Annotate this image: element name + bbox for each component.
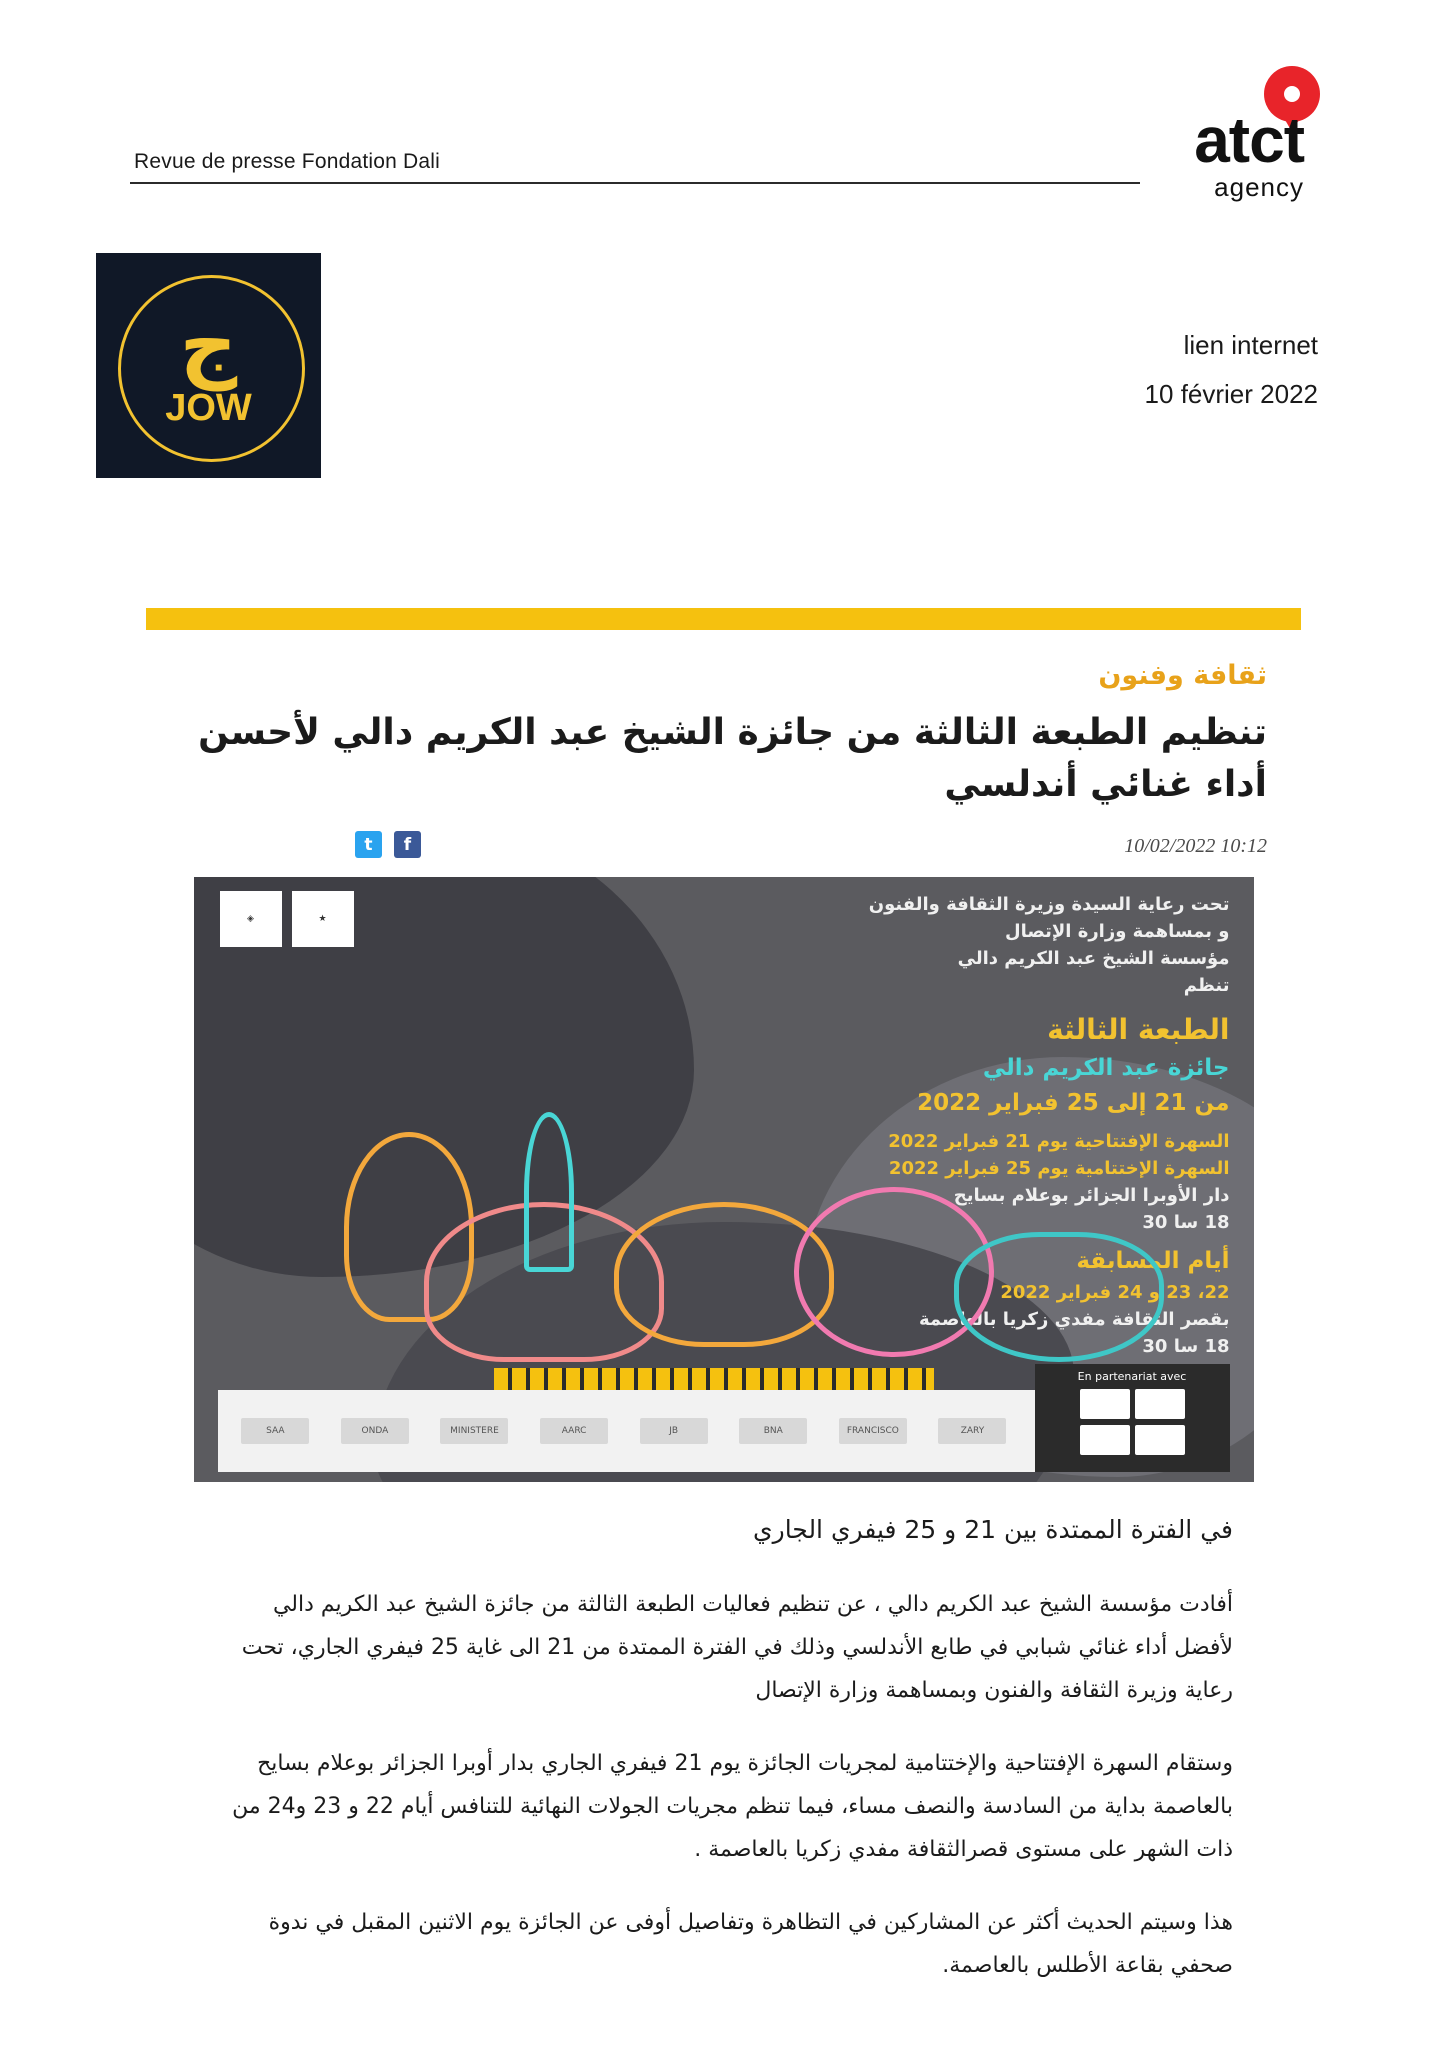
sponsor-logo: ZARY [938,1418,1006,1444]
header-divider [130,182,1140,184]
twitter-icon[interactable]: t [355,831,382,858]
poster-time-1: 18 سا 30 [1142,1212,1230,1234]
internet-link-label[interactable]: lien internet [1183,330,1318,360]
partner-logo [1080,1389,1130,1419]
poster-competition-venue: بقصر الثقافة مفدي زكريا بالعاصمة [918,1308,1230,1330]
article-paragraph: وستقام السهرة الإفتتاحية والإختتامية لمجريات الجائزة يوم 21 فيفري الجاري بدار أوبرا الجزائر بوعلام بسايح بالعاصمة بداية من السادسة والنصف مساء، فيما تنظم مجريات الجولات النهائية للتنافس أيام 22 و 23 و24 من ذات الشهر على مستوى قصرالثقافة مفدي زكريا بالعاصمة . [232,1751,1233,1862]
poster-prize-name: جائزة عبد الكريم دالي [982,1055,1230,1082]
poster-line-1: تحت رعاية السيدة وزيرة الثقافة والفنون [868,894,1230,916]
article-meta [798,330,1318,410]
atct-agency-logo [1120,58,1320,208]
publication-date: 10 février 2022 [1144,379,1318,409]
article-accent-bar [146,608,1301,630]
article-timestamp: 10/02/2022 10:12 [1124,835,1267,858]
sponsor-logo: ONDA [341,1418,409,1444]
sponsor-logo: MINISTERE [440,1418,508,1444]
brand-name: atct [1194,104,1304,176]
article-paragraph: هذا وسيتم الحديث أكثر عن المشاركين في التظاهرة وتفاصيل أوفى عن الجائزة يوم الاثنين المقبل في ندوة صحفي بقاعة الأطلس بالعاصمة. [268,1909,1233,1978]
poster-neon-tower [524,1112,574,1272]
poster-line-2: و بمساهمة وزارة الإتصال [1004,921,1230,943]
partner-logo [1135,1425,1185,1455]
partner-logo [1080,1425,1130,1455]
poster-time-2: 18 سا 30 [1142,1335,1230,1357]
sponsor-logo: AARC [540,1418,608,1444]
sponsor-logo: SAA [241,1418,309,1444]
article-category[interactable]: ثقافة وفنون [1098,660,1267,691]
poster-line-3: مؤسسة الشيخ عبد الكريم دالي [957,948,1230,970]
brand-subtitle: agency [1214,172,1304,202]
article-lede: في الفترة الممتدة بين 21 و 25 فيفري الجاري [753,1515,1233,1545]
article-paragraph: أفادت مؤسسة الشيخ عبد الكريم دالي ، عن تنظيم فعاليات الطبعة الثالثة من جائزة الشيخ عبد الكريم دالي لأفضل أداء غنائي شبابي في طابع الأندلسي وذلك في الفترة الممتدة من 21 الى غاية 25 فيفري الجاري، تحت رعاية وزيرة الثقافة والفنون وبمساهمة وزارة الإتصال [241,1592,1233,1704]
facebook-icon[interactable]: f [394,831,421,858]
poster-dates: من 21 إلى 25 فبراير 2022 [917,1089,1230,1116]
sponsor-logo: JB [640,1418,708,1444]
poster-neon-shape-4 [954,1232,1164,1362]
poster-edition: الطبعة الثالثة [1047,1013,1230,1047]
poster-venue: دار الأوبرا الجزائر بوعلام بسايح [953,1185,1230,1207]
poster-line-4: تنظم [1183,975,1230,997]
sponsor-logo: FRANCISCO [839,1418,907,1444]
poster-partners-box [1035,1364,1230,1472]
article-headline: تنظيم الطبعة الثالثة من جائزة الشيخ عبد الكريم دالي لأحسن أداء غنائي أندلسي [198,712,1267,806]
page-header [130,104,1320,210]
press-review-label: Revue de presse Fondation Dali [134,150,441,173]
poster-competition-label: أيام المسابقة [1076,1248,1230,1275]
social-share-row [180,831,1267,865]
ministry-emblem-icon: ★ [292,891,354,947]
partner-logo [1135,1389,1185,1419]
event-poster-image [194,877,1254,1482]
partner-label: En partenariat avec [1077,1370,1187,1384]
source-publication-logo [96,253,321,478]
logo-glyph: ج [179,298,238,391]
sponsor-logo: BNA [739,1418,807,1444]
foundation-emblem-icon: ◈ [220,891,282,947]
poster-emblems [220,891,354,947]
poster-competition-dates: 22، 23 و 24 فبراير 2022 [1000,1281,1230,1303]
article-body [180,1510,1267,2047]
poster-closing-night: السهرة الإختتامية يوم 25 فبراير 2022 [888,1158,1230,1180]
logo-wordmark: JOW [165,387,252,429]
article-card [146,608,1301,2048]
poster-opening-night: السهرة الإفتتاحية يوم 21 فبراير 2022 [888,1131,1230,1153]
